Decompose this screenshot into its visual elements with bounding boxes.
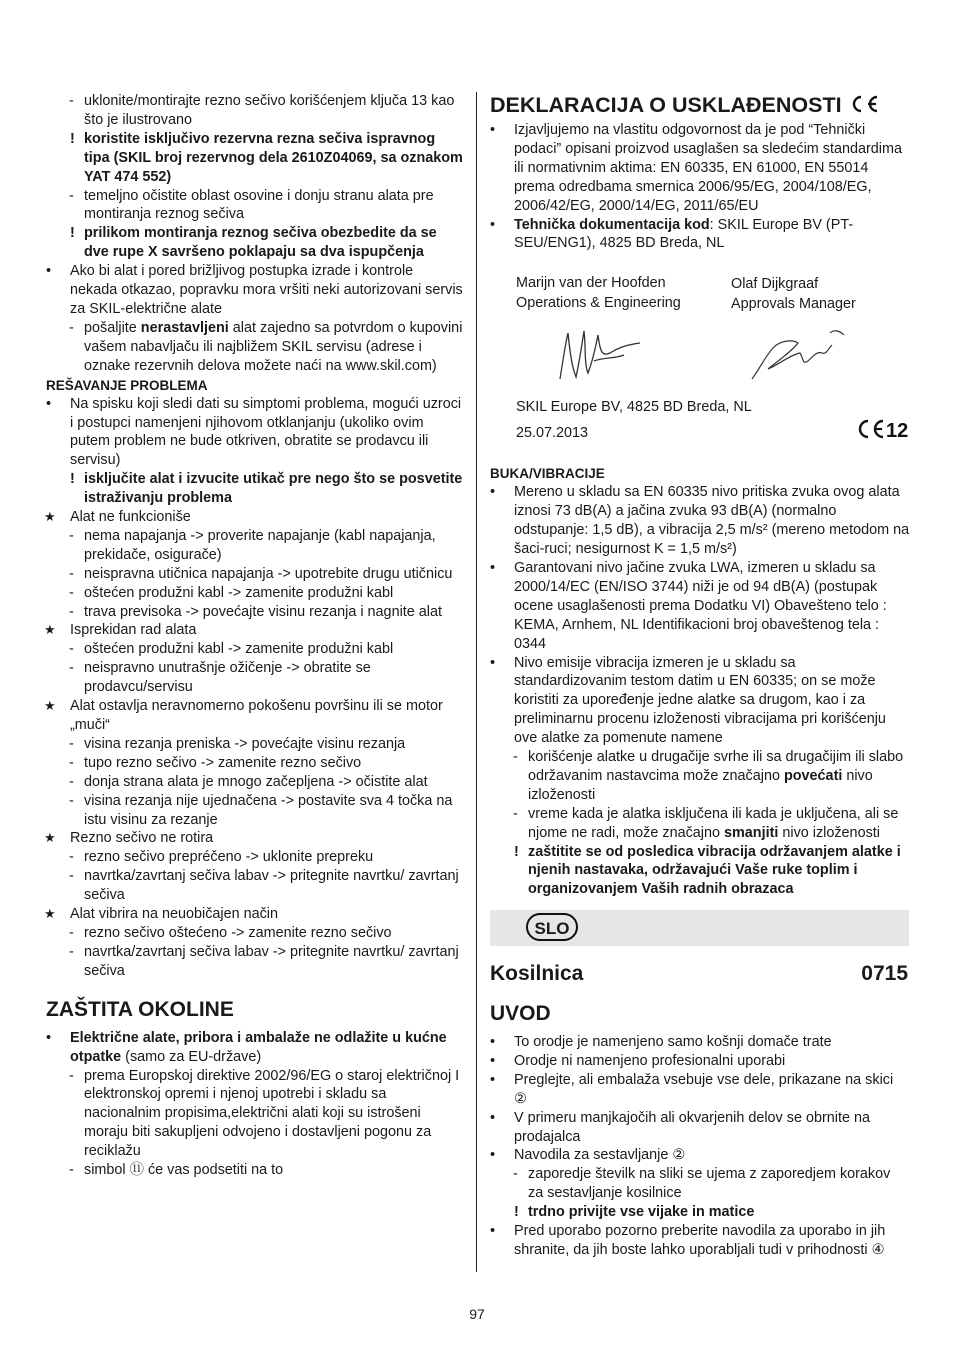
section-title: REŠAVANJE PROBLEMA bbox=[46, 377, 208, 393]
signatory-2: Olaf Dijkgraaf Approvals Manager bbox=[731, 276, 856, 313]
list-item: • Garantovani nivo jačine zvuka LWA, izmeren u skladu sa 2000/14/EC (EN/ISO 3744) niži je od 94 dB(A) (postupak ocene usaglašenosti prema Dodatku VI) Obavešteno telo : KEMA, Arnhem, NL Identifikacioni broj obaveštenog tela : 0344 bbox=[490, 559, 910, 654]
symptom-remedy: - navrtka/zavrtanj sečiva labav -> pritegnite navrtku/ zavrtanj sečiva bbox=[46, 943, 464, 981]
symptom-remedy: - rezno sečivo oštećeno -> zamenite rezno sečivo bbox=[46, 924, 464, 943]
symptom-list bbox=[46, 508, 464, 981]
list-item: - simbol ⑪ će vas podsetiti na to bbox=[46, 1161, 464, 1180]
symptom-remedy: - rezno sečivo prepréčeno -> uklonite prepreku bbox=[46, 848, 464, 867]
symptom-remedy: - oštećen produžni kabl -> zamenite produžni kabl bbox=[46, 584, 464, 603]
list-item: • Izjavljujemo na vlastitu odgovornost da je pod “Tehnički podaci” opisani proizvod usaglašen sa sledećim standardima ili normativnim aktima: EN 60335, EN 61000, EN 55014 prema odredbama smernica 2006/95/EG, 2004/108/EG, 2006/42/EG, 2000/14/EG, 2011/65/EU bbox=[490, 121, 910, 216]
warning-item: ! prilikom montiranja reznog sečiva obezbedite da se dve rupe X savršeno poklapaju sa dva ispupčenja bbox=[46, 224, 464, 262]
intro-heading: UVOD bbox=[490, 1002, 551, 1025]
warning-item: ! isključite alat i izvucite utikač pre nego što se posvetite istraživanju problema bbox=[46, 470, 464, 508]
symptom-title: ★ Rezno sečivo ne rotira bbox=[46, 829, 464, 848]
section-title: BUKA/VIBRACIJE bbox=[490, 466, 605, 482]
list-item: • Tehnička dokumentacija kod: SKIL Europe BV (PT-SEU/ENG1), 4825 BD Breda, NL bbox=[490, 216, 910, 254]
date: 25.07.2013 bbox=[516, 425, 589, 442]
list-item: - pošaljite nerastavljeni alat zajedno sa potvrdom o kupovini vašem nabavljaču ili najbližem SKIL servisu (adrese i oznake rezervnih delova možete naći na www.skil.com) bbox=[46, 319, 464, 376]
list-item: • Pred uporabo pozorno preberite navodila za uporabo in jih shranite, da jih boste lahko uporabljali tudi v prihodnosti ④ bbox=[490, 1222, 908, 1260]
list-item: • To orodje je namenjeno samo košnji domače trate bbox=[490, 1033, 908, 1052]
slovenian-section bbox=[490, 961, 908, 1260]
declaration-heading: DEKLARACIJA O USKLAĐENOSTI bbox=[490, 92, 910, 118]
symptom-remedy: - navrtka/zavrtanj sečiva labav -> pritegnite navrtku/ zavrtanj sečiva bbox=[46, 867, 464, 905]
list-item: • Na spisku koji sledi dati su simptomi problema, mogući uzroci i postupci namenjeni njihovom otklanjanju (ukoliko ovim putem problem ne bude otkriven, obratite se prodavcu ili servisu) bbox=[46, 395, 464, 471]
product-name: Kosilnica bbox=[490, 962, 584, 985]
list-item: - zaporedje številk na sliki se ujema z zaporedjem korakov za sestavljanje kosilnice bbox=[490, 1165, 908, 1203]
list-item: • Navodila za sestavljanje ② bbox=[490, 1146, 908, 1165]
list-item: • Mereno u skladu sa EN 60335 nivo pritiska zvuka ovog alata iznosi 73 dB(A) a jačina zvuka 93 dB(A) (normalno odstupanje: 1,5 dB), a vibracija 2,5 m/s² (mereno metodom na šaci-ruci; nesigurnost K = 1,5 m/s²) bbox=[490, 483, 910, 559]
list-item: • Ako bi alat i pored brižljivog postupka izrade i kontrole nekada otkazao, popravku mora vršiti neki autorizovani servis za SKIL-električne alate bbox=[46, 262, 464, 319]
list-item: • Nivo emisije vibracija izmeren je u skladu sa standardizovanim testom datim u EN 60335; on se može koristiti za upoređenje jedne alatke sa drugom, kao i za preliminarnu procenu izloženosti vibracijama pri korišćenju ove alatke za pomenute namene bbox=[490, 654, 910, 749]
symptom-remedy: - trava previsoka -> povećajte visinu rezanja i nagnite alat bbox=[46, 603, 464, 622]
list-item: • V primeru manjkajočih ali okvarjenih delov se obrnite na prodajalca bbox=[490, 1109, 908, 1147]
symptom-remedy: - neispravna utičnica napajanja -> upotrebite drugu utičnicu bbox=[46, 565, 464, 584]
symptom-title: ★ Alat vibrira na neuobičajen način bbox=[46, 905, 464, 924]
list-item: - korišćenje alatke u drugačije svrhe ili sa drugačijim ili slabo održavanim nastavcima može značajno povećati nivo izloženosti bbox=[490, 748, 910, 805]
list-item: - vreme kada je alatka isključena ili kada je uključena, ali se njome ne radi, može značajno smanjiti nivo izloženosti bbox=[490, 805, 910, 843]
signatory-1: Marijn van der Hoofden Operations & Engineering bbox=[516, 275, 681, 312]
product-title-row bbox=[490, 961, 908, 987]
company-address: SKIL Europe BV, 4825 BD Breda, NL bbox=[516, 399, 752, 416]
list-item: • Orodje ni namenjeno profesionalni uporabi bbox=[490, 1052, 908, 1071]
language-badge: SLO bbox=[526, 913, 578, 941]
warning-item: ! zaštitite se od posledica vibracija održavanjem alatke i njenih nastavaka, održavajući Vaše ruke toplim i organizovanjem Vaših radnih obrazaca bbox=[490, 843, 910, 900]
section-heading: ZAŠTITA OKOLINE bbox=[46, 997, 234, 1021]
symptom-remedy: - nema napajanja -> proverite napajanje (kabl napajanja, prekidače, osigurače) bbox=[46, 527, 464, 565]
column-divider bbox=[476, 92, 477, 1272]
symptom-remedy: - visina rezanja nije ujednačena -> postavite sva 4 točka na istu visinu za rezanje bbox=[46, 792, 464, 830]
signature-block bbox=[490, 253, 910, 431]
warning-item: ! trdno privijte vse vijake in matice bbox=[490, 1203, 908, 1222]
ce-12-mark-icon bbox=[856, 417, 910, 441]
list-item: • Preglejte, ali embalaža vsebuje vse dele, prikazane na skici ② bbox=[490, 1071, 908, 1109]
model-number: 0715 bbox=[861, 962, 908, 985]
list-item: - uklonite/montirajte rezno sečivo korišćenjem ključa 13 kao što je ilustrovano bbox=[46, 92, 464, 130]
left-column bbox=[46, 92, 464, 1180]
language-banner bbox=[490, 910, 909, 946]
ce-mark-icon bbox=[848, 94, 880, 114]
symptom-remedy: - neispravno unutrašnje ožičenje -> obratite se prodavcu/servisu bbox=[46, 659, 464, 697]
symptom-remedy: - tupo rezno sečivo -> zamenite rezno sečivo bbox=[46, 754, 464, 773]
list-item: - prema Europskoj direktive 2002/96/EG o staroj električnoj I elektronskoj opremi i njenoj upotrebi i skladu sa nacionalnim propisima,električni alati koji su istrošeni moraju biti sakupljeni odvojeno i dostavljeni pogonu za reciklažu bbox=[46, 1067, 464, 1162]
symptom-title: ★ Isprekidan rad alata bbox=[46, 621, 464, 640]
list-item: - temeljno očistite oblast osovine i donju stranu alata pre montiranja reznog sečiva bbox=[46, 187, 464, 225]
list-item: • Električne alate, pribora i ambalaže ne odlažite u kućne otpatke (samo za EU-države) bbox=[46, 1029, 464, 1067]
signature-1-icon bbox=[554, 323, 644, 385]
signature-2-icon bbox=[748, 325, 848, 385]
symptom-title: ★ Alat ne funkcioniše bbox=[46, 508, 464, 527]
right-column bbox=[490, 92, 910, 899]
warning-item: ! koristite isključivo rezervna rezna sečiva ispravnog tipa (SKIL broj rezervnog dela 2610Z04069, sa oznakom YAT 474 552) bbox=[46, 130, 464, 187]
symptom-title: ★ Alat ostavlja neravnomerno pokošenu površinu ili se motor „muči“ bbox=[46, 697, 464, 735]
symptom-remedy: - donja strana alata je mnogo začepljena -> očistite alat bbox=[46, 773, 464, 792]
page-number: 97 bbox=[469, 1306, 485, 1322]
symptom-remedy: - visina rezanja preniska -> povećajte visinu rezanja bbox=[46, 735, 464, 754]
date-row bbox=[490, 420, 910, 465]
svg-text:12: 12 bbox=[886, 420, 909, 442]
symptom-remedy: - oštećen produžni kabl -> zamenite produžni kabl bbox=[46, 640, 464, 659]
